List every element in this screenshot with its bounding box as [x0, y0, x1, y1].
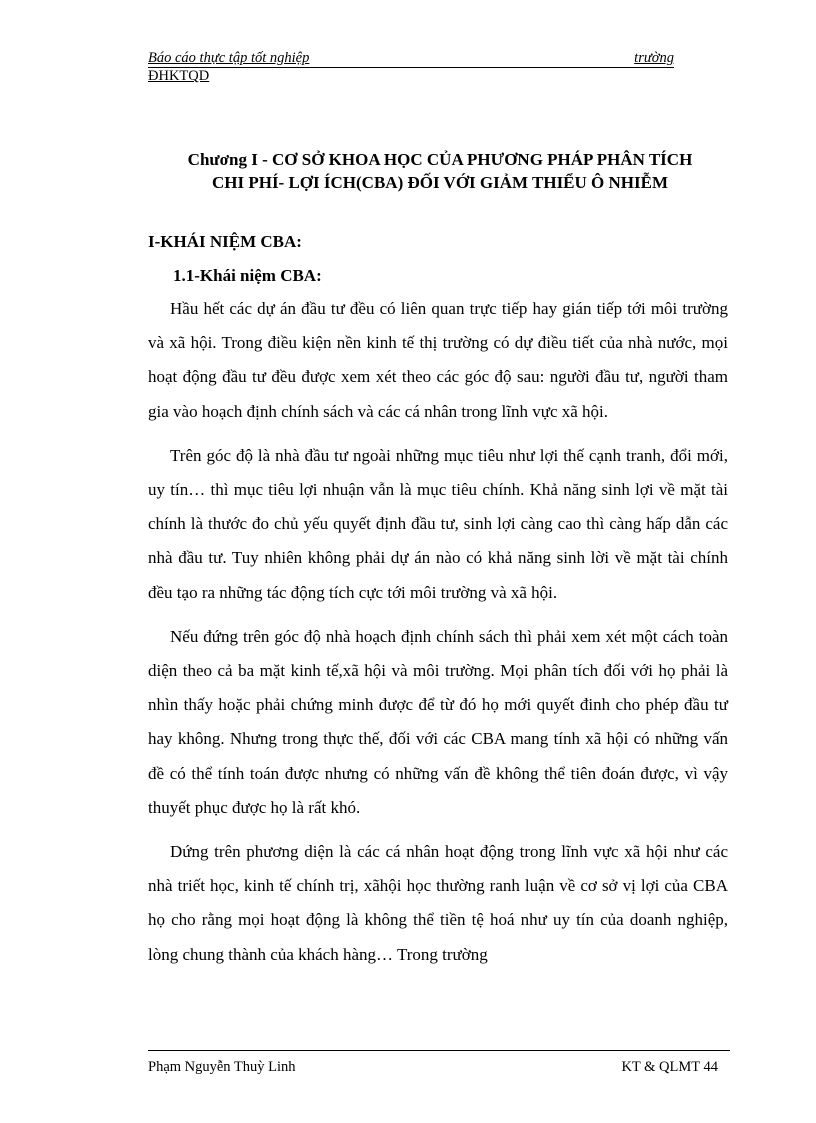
page-header	[148, 50, 674, 85]
paragraph: Hầu hết các dự án đầu tư đều có liên quan trực tiếp hay gián tiếp tới môi trường và xã hội. Trong điều kiện nền kinh tế thị trường có dự điều tiết của nhà nước, mọi hoạt động đầu tư đều được xem xét theo các góc độ sau: người đầu tư, người tham gia vào hoạch định chính sách và các cá nhân trong lĩnh vực xã hội.	[148, 299, 728, 421]
footer-author: Phạm Nguyễn Thuỳ Linh	[148, 1059, 296, 1075]
body-text	[148, 292, 728, 982]
section-heading: I-KHÁI NIỆM CBA:	[148, 232, 302, 251]
chapter-title-line-1: Chương I - CƠ SỞ KHOA HỌC CỦA PHƯƠNG PHÁP PHÂN TÍCH	[187, 150, 693, 169]
paragraph: Dứng trên phương diện là các cá nhân hoạt động trong lĩnh vực xã hội như các nhà triết học, kinh tế chính trị, xãhội học thường ranh luận về cơ sở vị lợi của CBA họ cho rằng mọi hoạt động là không thể tiền tệ hoá như uy tín của doanh nghiệp, lòng chung thành của khách hàng… Trong trường	[148, 842, 728, 964]
page-footer	[148, 1050, 730, 1076]
school-word: trường	[634, 50, 674, 66]
paragraph: Trên góc độ là nhà đầu tư ngoài những mục tiêu như lợi thế cạnh tranh, đổi mới, uy tín… thì mục tiêu lợi nhuận vẫn là mục tiêu chính. Khả năng sinh lợi về mặt tài chính là thước đo chủ yếu quyết định đầu tư, sinh lợi càng cao thì càng hấp dẫn các nhà đầu tư. Tuy nhiên không phải dự án nào có khả năng sinh lời về mặt tài chính đều tạo ra những tác động tích cực tới môi trường và xã hội.	[148, 445, 728, 602]
chapter-title	[140, 148, 740, 194]
chapter-title-line-2: CHI PHÍ- LỢI ÍCH(CBA) ĐỐI VỚI GIẢM THIỂU Ô NHIỄM	[211, 173, 669, 192]
header-line	[148, 50, 674, 68]
subsection-heading: 1.1-Khái niệm CBA:	[173, 266, 322, 285]
report-title: Báo cáo thực tập tốt nghiệp	[148, 50, 310, 66]
paragraph: Nếu đứng trên góc độ nhà hoạch định chính sách thì phải xem xét một cách toàn diện theo cả ba mặt kinh tế,xã hội và môi trường. Mọi phân tích đối với họ phải là nhìn thấy hoặc phải chứng minh được để từ đó họ mới quyết đinh cho phép đầu tư hay không. Nhưng trong thực thế, đối với các CBA mang tính xã hội có những vấn đề có thể tính toán được nhưng có những vấn đề không thể tiên đoán được, vì vậy thuyết phục được họ là rất khó.	[148, 626, 728, 817]
school-abbr: ĐHKTQD	[148, 68, 210, 84]
footer-class: KT & QLMT 44	[621, 1059, 718, 1075]
